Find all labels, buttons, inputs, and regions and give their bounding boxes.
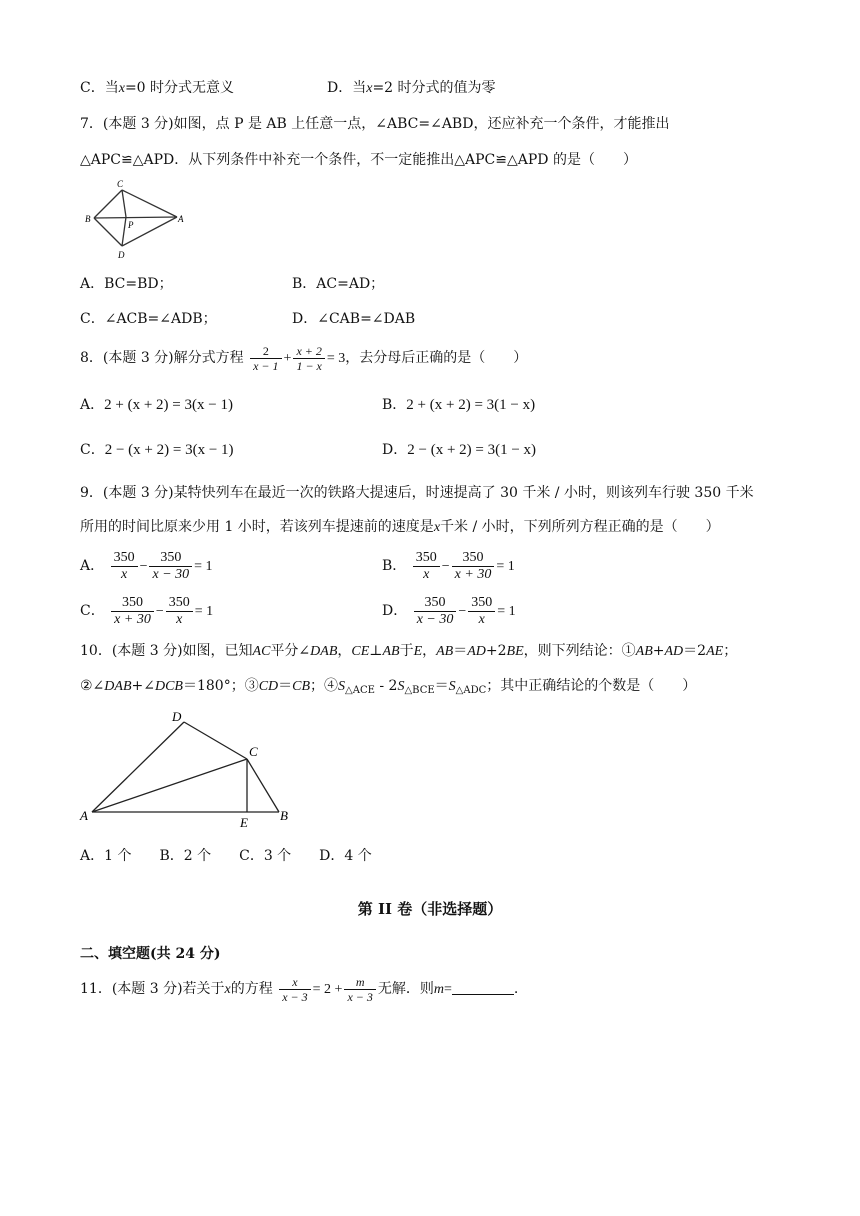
q7-label-a: A (178, 214, 184, 224)
q11-fraction-1: $\frac{x}{x - 3}$ (279, 975, 310, 1004)
q9-option-b: B． $\frac{350}{x}$ − $\frac{350}{x + 30}$ = 1 (382, 549, 515, 582)
q9-stem-line1: 9．(本题 3 分)某特快列车在最近一次的铁路大提速后，时速提高了 30 千米 / 小时，则该列车行驶 350 千米 (80, 485, 754, 501)
q8-fraction-1: $\frac{2}{x - 1}$ (250, 344, 281, 373)
q11-stem: 11．(本题 3 分)若关于x的方程 $\frac{x}{x - 3}$ = 2 + $\frac{m}{x - 3}$ 无解．则m= . (80, 974, 519, 1004)
q7-figure (82, 176, 190, 262)
q8-option-d: D．2 − (x + 2) = 3(1 − x) (382, 442, 537, 458)
q10-label-c: C (249, 744, 258, 759)
q7-option-d: D．∠CAB=∠DAB (292, 311, 416, 327)
q9-stem-line2: 所用的时间比原来少用 1 小时，若该列车提速前的速度是x千米 / 小时，下列所列方程正确的是（ ） (80, 519, 720, 535)
q10-options: A．1 个 B．2 个 C．3 个 D．4 个 (80, 848, 372, 864)
q7-stem-line2: △APC≌△APD．从下列条件中补充一个条件，不一定能推出△APC≌△APD 的是（ ） (80, 152, 637, 168)
q11-fraction-2: $\frac{m}{x - 3}$ (344, 975, 375, 1004)
q11-answer-blank[interactable] (452, 980, 514, 995)
q8-option-c: C．2 − (x + 2) = 3(x − 1) (80, 442, 234, 458)
q6-option-d: D．当x=2 时分式的值为零 (327, 80, 496, 96)
section-heading: 二、填空题(共 24 分) (80, 946, 221, 962)
q9-option-a: A． $\frac{350}{x}$ − $\frac{350}{x - 30}$ = 1 (80, 549, 213, 582)
q10-stem-line1: 10．(本题 3 分)如图，已知AC平分∠DAB，CE⊥AB于E，AB＝AD+2BE，则下列结论：①AB+AD＝2AE； (80, 643, 738, 659)
section-title: 第 II 卷（非选择题） (357, 900, 503, 918)
q7-option-b: B．AC=AD； (292, 276, 385, 292)
q7-option-a: A．BC=BD； (80, 276, 173, 292)
q10-figure (78, 704, 300, 830)
q7-stem-line1: 7．(本题 3 分)如图，点 P 是 AB 上任意一点，∠ABC=∠ABD，还应补充一个条件，才能推出 (80, 116, 670, 132)
q8-fraction-2: $\frac{x + 2}{1 - x}$ (293, 344, 324, 373)
q6-option-c: C．当x=0 时分式无意义 (80, 80, 235, 96)
q9-option-c: C． $\frac{350}{x + 30}$ − $\frac{350}{x}$ = 1 (80, 594, 214, 627)
q7-label-c: C (117, 179, 124, 189)
q7-option-c: C．∠ACB=∠ADB； (80, 311, 217, 327)
q7-label-b: B (85, 214, 91, 224)
q7-label-d: D (118, 250, 125, 260)
q8-stem: 8．(本题 3 分)解分式方程 $\frac{2}{x - 1}$ + $\frac{x + 2}{1 - x}$ = 3，去分母后正确的是（ ） (80, 343, 528, 373)
q10-label-a: A (80, 808, 88, 823)
q8-option-b: B．2 + (x + 2) = 3(1 − x) (382, 397, 536, 413)
q8-option-a: A．2 + (x + 2) = 3(x − 1) (80, 397, 233, 413)
q10-label-b: B (280, 808, 288, 823)
q10-label-e: E (240, 815, 248, 830)
q7-label-p: P (128, 220, 134, 230)
q9-option-d: D． $\frac{350}{x - 30}$ − $\frac{350}{x}$ = 1 (382, 594, 516, 627)
q10-label-d: D (172, 709, 182, 724)
q10-stem-line2: ②∠DAB+∠DCB＝180°；③CD＝CB；$④S_{\triangle ACE} - 2S_{\triangle BCE}=S_{\triangle ADC}$；其中正确结论的个数是（ ） (80, 678, 697, 696)
